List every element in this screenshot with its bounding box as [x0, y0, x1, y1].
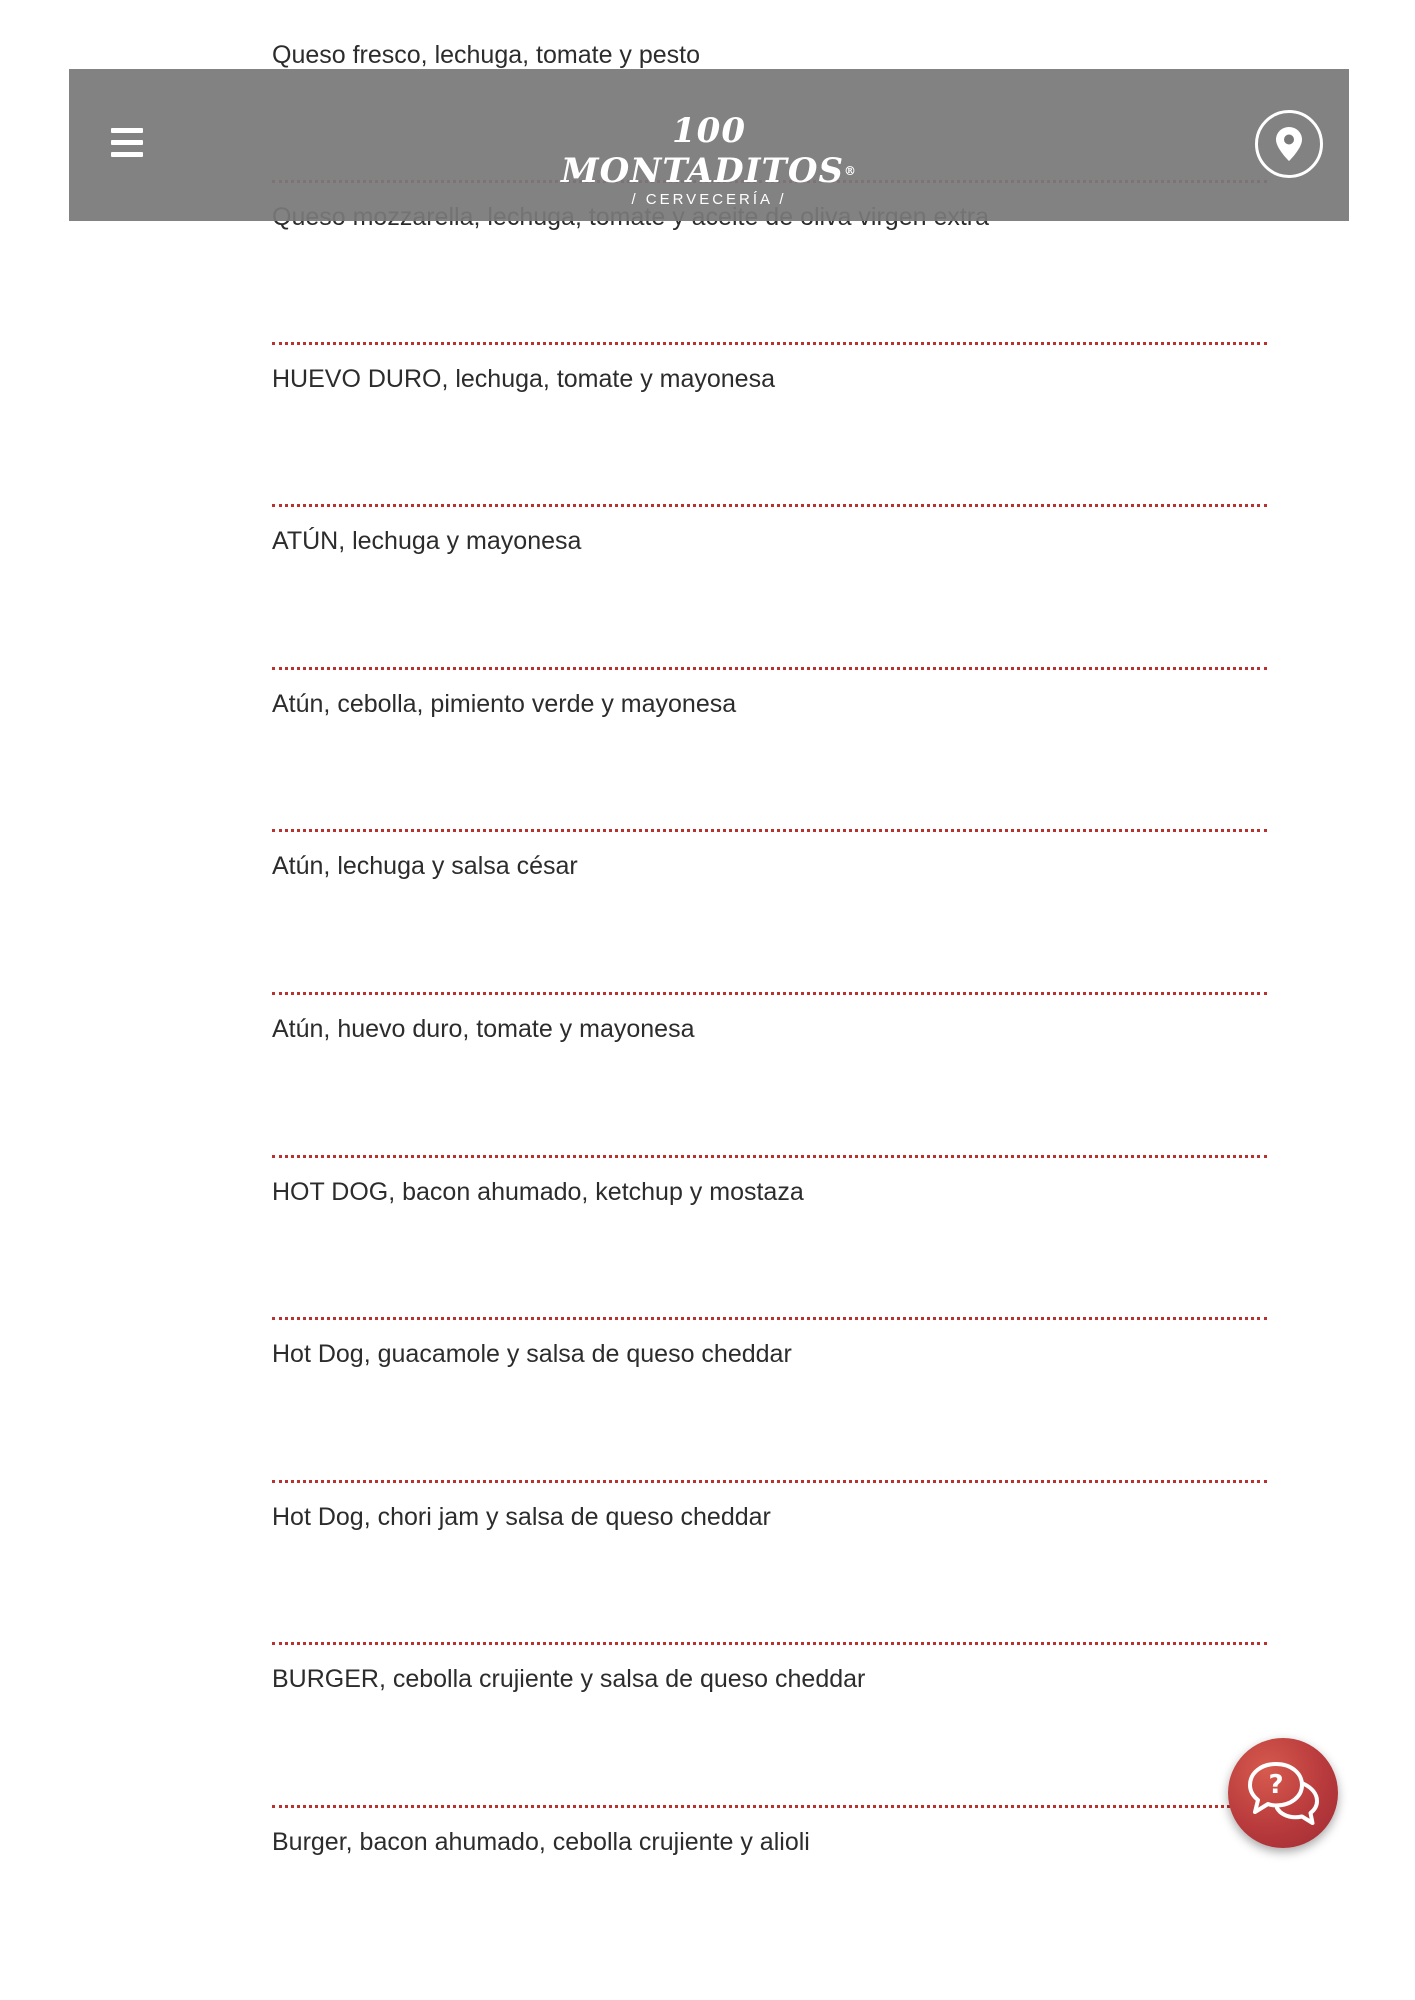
- menu-item: [272, 1642, 1267, 1804]
- menu-item-description: BURGER, cebolla crujiente y salsa de queso cheddar: [272, 1665, 866, 1693]
- menu-item: [272, 667, 1267, 829]
- svg-text:?: ?: [1268, 1770, 1284, 1800]
- dotted-divider: [272, 1155, 1267, 1158]
- menu-item-description: HOT DOG, bacon ahumado, ketchup y mostaza: [272, 1178, 804, 1206]
- menu-item-description: Hot Dog, guacamole y salsa de queso cheddar: [272, 1340, 792, 1368]
- dotted-divider: [272, 1317, 1267, 1320]
- menu-item: [272, 1317, 1267, 1479]
- dotted-divider: [272, 1642, 1267, 1645]
- hamburger-icon[interactable]: [111, 128, 143, 158]
- site-header: [69, 69, 1349, 221]
- menu-item-description: HUEVO DURO, lechuga, tomate y mayonesa: [272, 365, 775, 393]
- dotted-divider: [272, 829, 1267, 832]
- dotted-divider: [272, 1480, 1267, 1483]
- menu-item-description: ATÚN, lechuga y mayonesa: [272, 527, 582, 555]
- dotted-divider: [272, 992, 1267, 995]
- clipped-menu-text: Queso fresco, lechuga, tomate y pesto: [272, 41, 701, 69]
- brand-tagline: / CERVECERÍA /: [631, 191, 787, 208]
- menu-item-description: Atún, huevo duro, tomate y mayonesa: [272, 1015, 695, 1043]
- brand-name: 100 MONTADITOS®: [560, 111, 857, 191]
- menu-item-description: Hot Dog, chori jam y salsa de queso cheddar: [272, 1503, 771, 1531]
- menu-item: [272, 829, 1267, 991]
- dotted-divider: [272, 667, 1267, 670]
- menu-item: [272, 504, 1267, 666]
- brand-logo[interactable]: [559, 111, 859, 208]
- menu-item: [272, 342, 1267, 504]
- dotted-divider: [272, 504, 1267, 507]
- menu-item: [272, 1155, 1267, 1317]
- menu-item-description: Atún, cebolla, pimiento verde y mayonesa: [272, 690, 737, 718]
- menu-item-description: Burger, bacon ahumado, cebolla crujiente y alioli: [272, 1828, 810, 1856]
- help-chat-icon: [1246, 1758, 1322, 1830]
- location-button[interactable]: [1255, 110, 1323, 178]
- help-chat-button[interactable]: [1228, 1738, 1338, 1848]
- dotted-divider: [272, 342, 1267, 345]
- menu-item-description: Atún, lechuga y salsa césar: [272, 852, 578, 880]
- menu-item: [272, 1805, 1267, 1967]
- map-pin-icon: [1275, 126, 1303, 162]
- menu-item: [272, 1480, 1267, 1642]
- menu-item: [272, 992, 1267, 1154]
- dotted-divider: [272, 1805, 1267, 1808]
